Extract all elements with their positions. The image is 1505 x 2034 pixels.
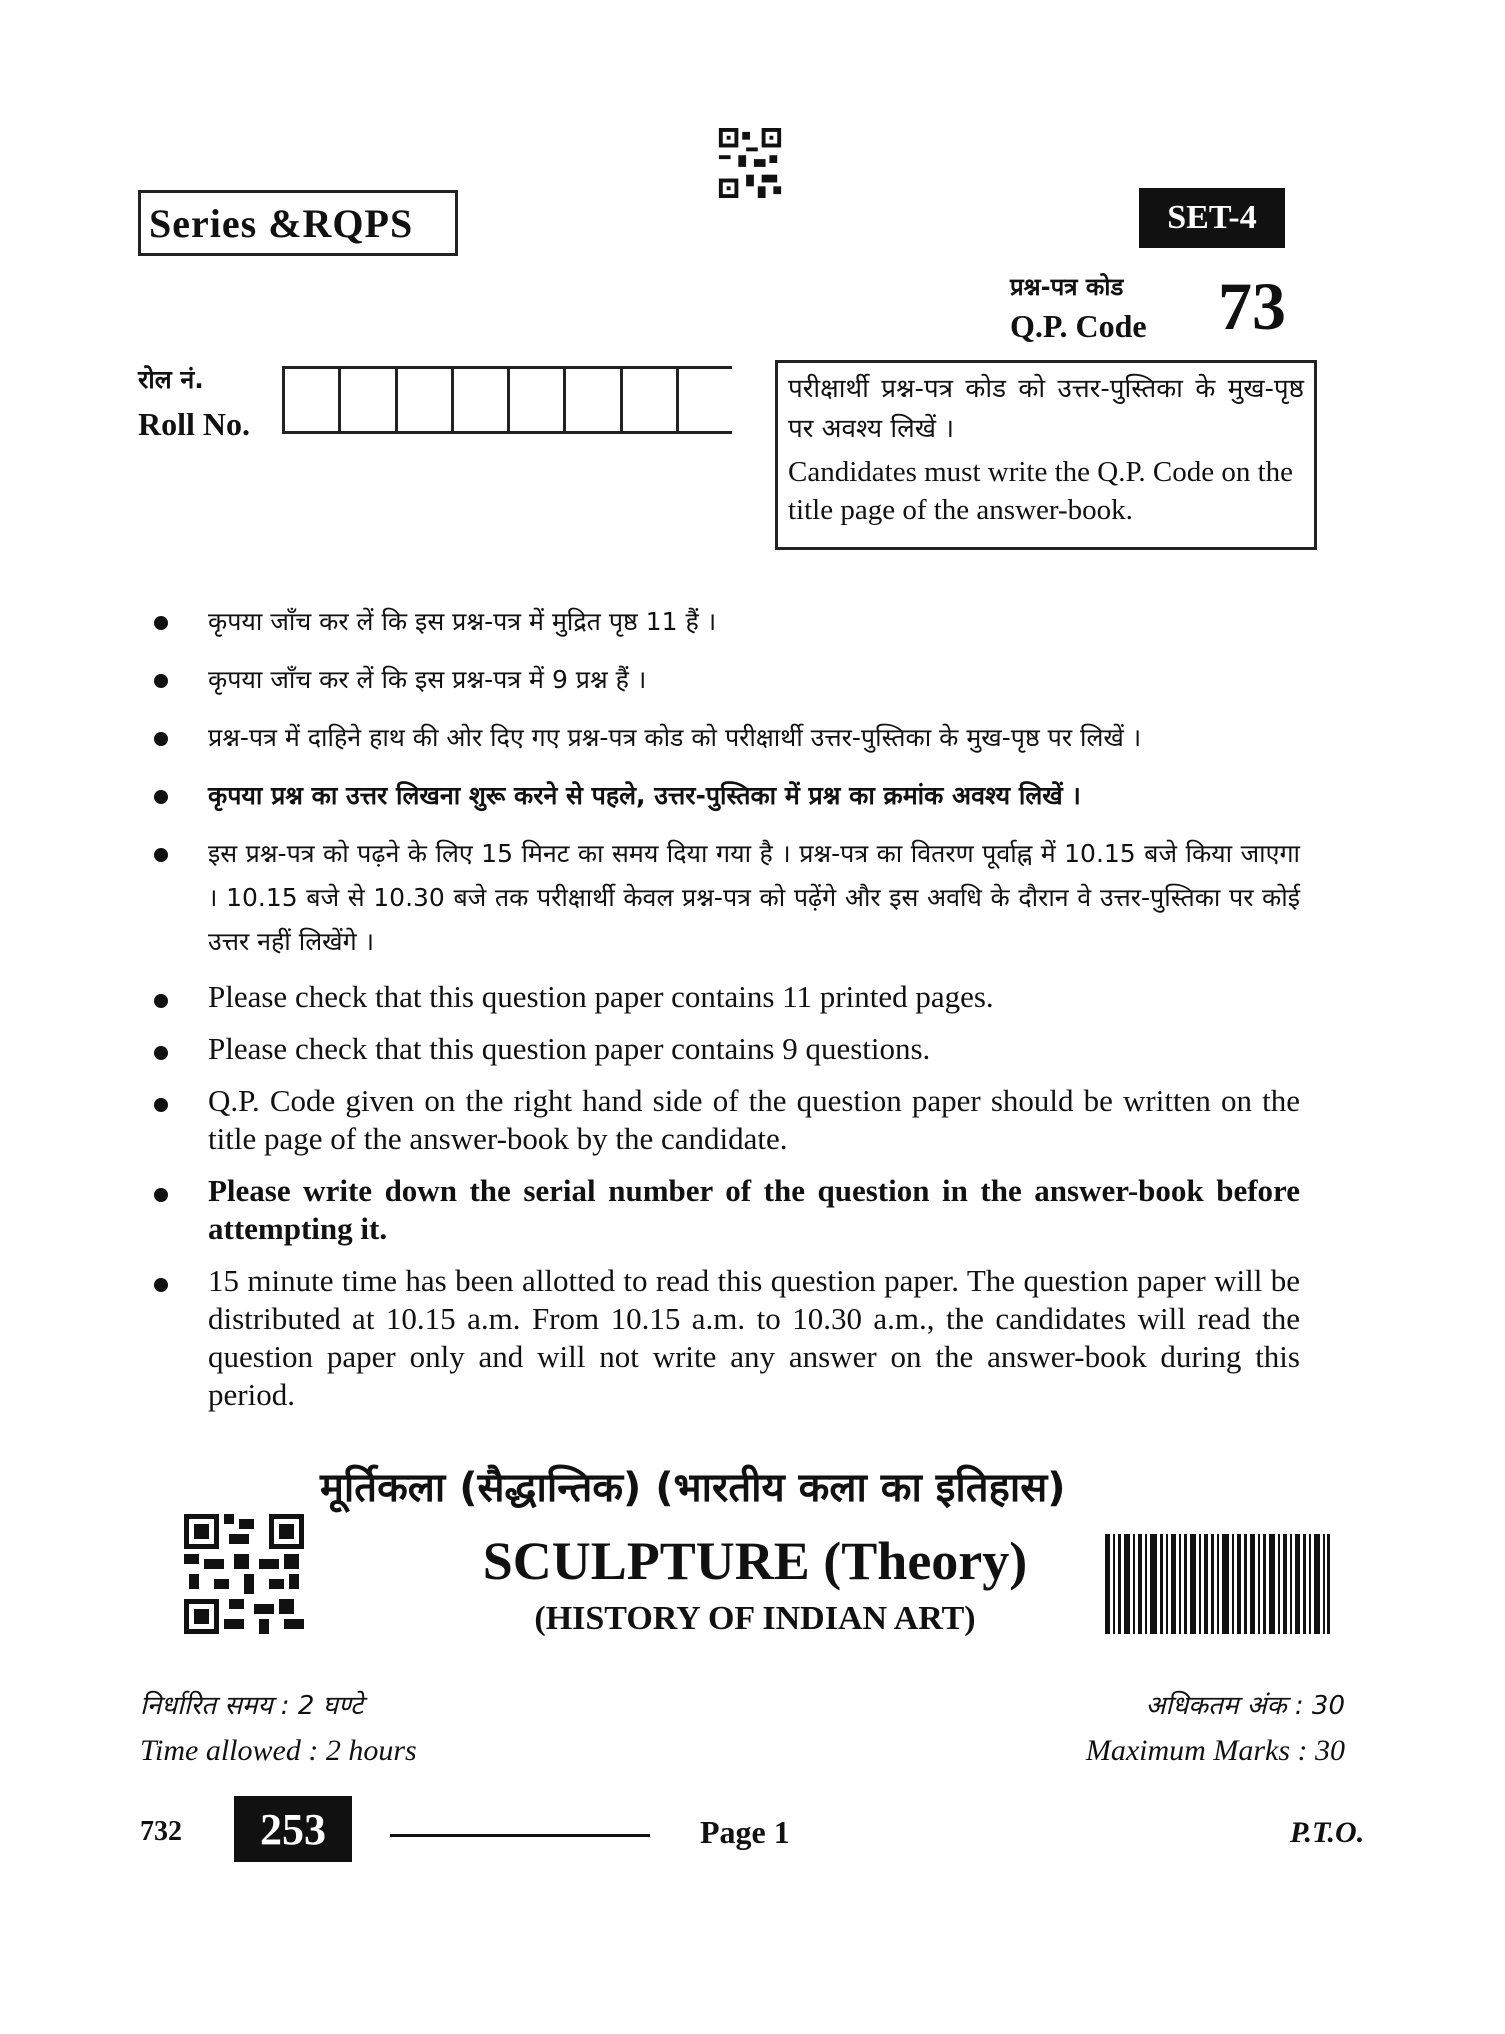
instruction-text: Please check that this question paper contains 11 printed pages.: [208, 979, 994, 1014]
instruction-text: प्रश्न-पत्र में दाहिने हाथ की ओर दिए गए प्रश्न-पत्र कोड को परीक्षार्थी उत्तर-पुस्तिका के मुख-पृष्ठ पर लिखें ।: [208, 723, 1142, 752]
instruction-text: Q.P. Code given on the right hand side of the question paper should be written on the title page of the answer-book by the candidate.: [208, 1083, 1300, 1156]
qp-code-label-hindi: प्रश्न-पत्र कोड: [1010, 273, 1124, 301]
bullet-icon: [154, 1046, 168, 1060]
instruction-item: [150, 716, 1300, 760]
bullet-icon: [154, 732, 168, 746]
roll-box[interactable]: [395, 369, 451, 431]
instruction-item: [150, 978, 1300, 1016]
footer-divider: [390, 1834, 650, 1837]
instruction-text: Please check that this question paper contains 9 questions.: [208, 1031, 931, 1066]
series-label: Series &RQPS: [149, 200, 414, 246]
notice-hindi: परीक्षार्थी प्रश्न-पत्र कोड को उत्तर-पुस्तिका के मुख-पृष्ठ पर अवश्य लिखें ।: [788, 374, 1304, 444]
bullet-icon: [154, 674, 168, 688]
roll-box[interactable]: [507, 369, 563, 431]
qp-code-label: Q.P. Code: [1010, 308, 1147, 344]
roll-box[interactable]: [282, 369, 338, 431]
instruction-text: कृपया प्रश्न का उत्तर लिखना शुरू करने से पहले, उत्तर-पुस्तिका में प्रश्न का क्रमांक अवश्य लिखें ।: [208, 781, 1081, 810]
subject-title-hindi: मूर्तिकला (सैद्धान्तिक) (भारतीय कला का इतिहास): [320, 1465, 1066, 1511]
roll-number-boxes[interactable]: [282, 366, 732, 434]
roll-box[interactable]: [563, 369, 619, 431]
set-badge: SET-4: [1139, 188, 1285, 248]
footer-code: 732: [140, 1816, 182, 1847]
instruction-item: [150, 1172, 1300, 1248]
bullet-icon: [154, 616, 168, 630]
instruction-text: 15 minute time has been allotted to read this question paper. The question paper will be distributed at 10.15 a.m. From 10.15 a.m. to 10.30 a.m., the candidates will read the question paper only and will not write any answer on the answer-book during this period.: [208, 1263, 1300, 1412]
pto-label: P.T.O.: [1290, 1816, 1365, 1849]
instruction-item: [150, 832, 1300, 964]
instruction-text: कृपया जाँच कर लें कि इस प्रश्न-पत्र में 9 प्रश्न हैं ।: [208, 665, 647, 694]
barcode-icon: [1105, 1534, 1330, 1634]
series-box: [138, 190, 458, 256]
time-allowed-hindi: निर्धारित समय : 2 घण्टे: [140, 1691, 364, 1721]
bullet-icon: [154, 994, 168, 1008]
max-marks: Maximum Marks : 30: [1085, 1734, 1345, 1767]
roll-box[interactable]: [676, 369, 732, 431]
instruction-text: कृपया जाँच कर लें कि इस प्रश्न-पत्र में मुद्रित पृष्ठ 11 हैं ।: [208, 607, 717, 636]
subject-title: SCULPTURE (Theory): [482, 1531, 1028, 1591]
roll-label-hindi: रोल नं.: [138, 365, 204, 394]
qp-code-value: 73: [1218, 268, 1286, 344]
instruction-text: Please write down the serial number of the question in the answer-book before attempting it.: [208, 1173, 1300, 1246]
instruction-item: [150, 1030, 1300, 1068]
bullet-icon: [154, 1098, 168, 1112]
instruction-text: इस प्रश्न-पत्र को पढ़ने के लिए 15 मिनट का समय दिया गया है । प्रश्न-पत्र का वितरण पूर्वाह्न में 10.15 बजे किया जाएगा । 10.15 बजे से 10.30 बजे तक परीक्षार्थी केवल प्रश्न-पत्र को पढ़ेंगे और इस अवधि के दौरान वे उत्तर-पुस्तिका पर कोई उत्तर नहीं लिखेंगे ।: [208, 839, 1300, 956]
footer-number-badge: 253: [234, 1796, 352, 1862]
instruction-item: [150, 774, 1300, 818]
roll-box[interactable]: [338, 369, 394, 431]
roll-box[interactable]: [451, 369, 507, 431]
bullet-icon: [154, 848, 168, 862]
bullet-icon: [154, 790, 168, 804]
qr-code-bottom-icon: [184, 1514, 304, 1634]
max-marks-hindi: अधिकतम अंक : 30: [1145, 1691, 1345, 1721]
time-allowed: Time allowed : 2 hours: [140, 1734, 417, 1767]
instruction-item: [150, 600, 1300, 644]
bullet-icon: [154, 1188, 168, 1202]
instruction-item: [150, 1262, 1300, 1414]
instructions-list: [150, 600, 1300, 1428]
notice-english: Candidates must write the Q.P. Code on the title page of the answer-book.: [788, 456, 1294, 526]
instruction-item: [150, 658, 1300, 702]
qp-code-notice: [775, 360, 1317, 550]
instruction-item: [150, 1082, 1300, 1158]
roll-box[interactable]: [620, 369, 676, 431]
bullet-icon: [154, 1278, 168, 1292]
roll-label: Roll No.: [138, 406, 250, 442]
page-number: Page 1: [700, 1814, 790, 1850]
qr-code-top-icon: [718, 128, 782, 198]
subject-subtitle: (HISTORY OF INDIAN ART): [534, 1600, 976, 1637]
